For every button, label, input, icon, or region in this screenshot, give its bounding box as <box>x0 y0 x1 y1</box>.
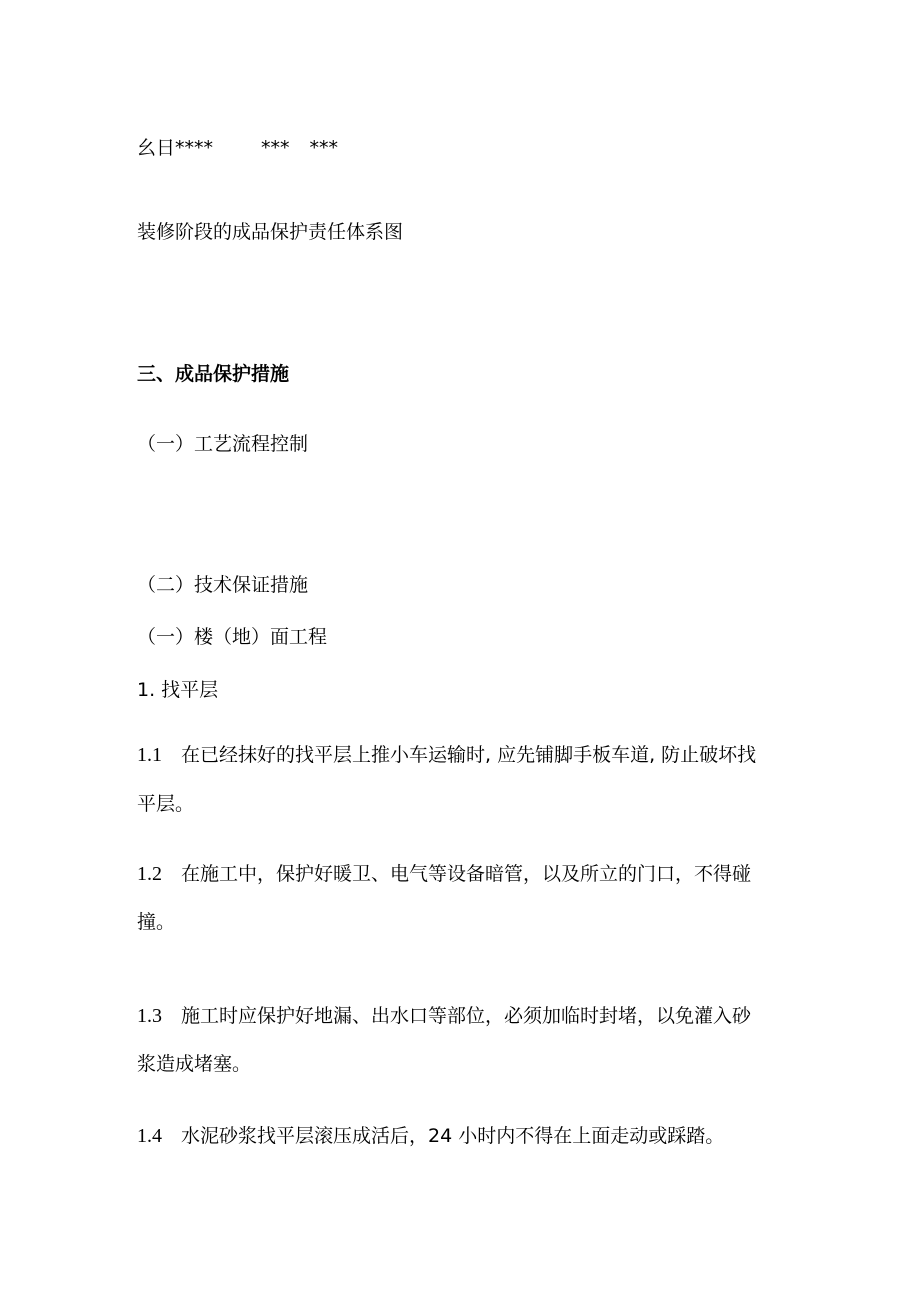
list-item-1-3-line1 <box>137 1003 751 1029</box>
item-number: 1.4 <box>137 1125 162 1147</box>
figure-caption: 装修阶段的成品保护责任体系图 <box>137 221 404 243</box>
subsection-technical-measures: （二）技术保证措施 <box>137 574 309 596</box>
header-prefix: 幺日**** <box>137 137 214 159</box>
section-title: 三、成品保护措施 <box>137 363 290 385</box>
list-item-1-2-line2: 撞。 <box>137 911 176 933</box>
subsection-floor-works: （一）楼（地）面工程 <box>137 626 328 648</box>
item-text: 水泥砂浆找平层滚压成活后，24 小时内不得在上面走动或踩踏。 <box>181 1125 725 1147</box>
list-item-1-3-line2: 浆造成堵塞。 <box>137 1053 252 1075</box>
item-number: 1.3 <box>137 1005 162 1027</box>
item-text: 施工时应保护好地漏、出水口等部位，必须加临时封堵，以免灌入砂 <box>181 1005 752 1027</box>
header-line <box>137 135 338 161</box>
item-text: 在施工中，保护好暖卫、电气等设备暗管，以及所立的门口，不得碰 <box>181 863 752 885</box>
item-number: 1.1 <box>137 744 162 766</box>
header-stars-a: *** <box>261 137 290 159</box>
item-number: 1.2 <box>137 863 162 885</box>
list-item-1-1-line1 <box>137 742 756 768</box>
item-heading: 1. 找平层 <box>137 679 219 701</box>
item-text: 在已经抹好的找平层上推小车运输时, 应先铺脚手板车道, 防止破坏找 <box>181 744 757 766</box>
header-stars-b: *** <box>309 137 339 159</box>
list-item-1-1-line2: 平层。 <box>137 793 195 815</box>
list-item-1-4-line1 <box>137 1123 724 1149</box>
list-item-1-2-line1 <box>137 861 751 887</box>
subsection-process-control: （一）工艺流程控制 <box>137 433 309 455</box>
